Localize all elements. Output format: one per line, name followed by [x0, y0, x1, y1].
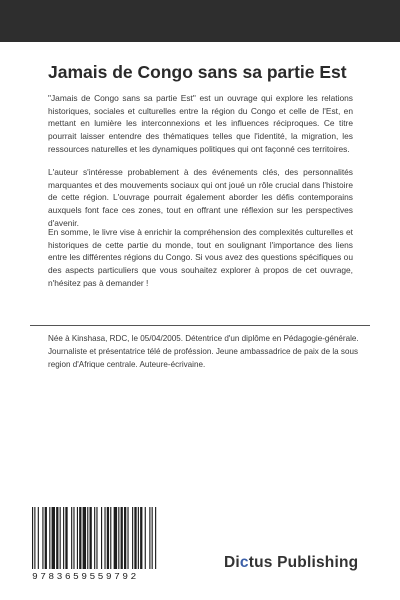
barcode-bar: [107, 507, 109, 569]
isbn-barcode: [30, 507, 180, 583]
barcode-bar: [96, 507, 97, 569]
barcode-bar: [63, 507, 64, 569]
book-title: Jamais de Congo sans sa partie Est: [48, 62, 347, 82]
publisher-logo-accent: c: [239, 554, 249, 571]
separator-line: [30, 325, 370, 326]
barcode-bar: [38, 507, 39, 569]
barcode-bar: [104, 507, 105, 569]
barcode-bar: [87, 507, 88, 569]
barcode-bar: [94, 507, 95, 569]
barcode-bar: [101, 507, 102, 569]
barcode-bar: [145, 507, 146, 569]
barcode-bar: [45, 507, 47, 569]
barcode-bar: [49, 507, 50, 569]
barcode-bar: [152, 507, 153, 569]
summary-paragraph-1: "Jamais de Congo sans sa partie Est" est un ouvrage qui explore les relations historiques, sociales et culturelles entre la région du Congo et celle de l'Est, en mettant en lumière les interconnexions et les influences réciproques. Ce titre pourrait laisser entendre des thématiques telles que l'identité, la migration, les ressources naturelles et les dynamiques politiques qui ont façonné ces territoires.: [48, 93, 353, 154]
publisher-logo: [224, 554, 358, 572]
barcode-bar: [149, 507, 150, 569]
barcode-bar: [110, 507, 111, 569]
barcode-bar: [90, 507, 92, 569]
barcode-bar: [83, 507, 86, 569]
barcode-bar: [138, 507, 139, 569]
barcode-bar: [134, 507, 136, 569]
barcode-bar: [34, 507, 35, 569]
barcode-bar: [121, 507, 123, 569]
barcode-bar: [114, 507, 117, 569]
barcode-bar: [73, 507, 74, 569]
publisher-name: Dictus Publishing: [224, 554, 359, 571]
author-bio: Née à Kinshasa, RDC, le 05/04/2005. Détentrice d'un diplôme en Pédagogie-générale. Journaliste et présentatrice télé de proféssion. Jeune ambassadrice de paix de la sous region d'Afrique centrale. Auteure-écrivaine.: [48, 334, 359, 369]
barcode-bars: [30, 507, 180, 571]
top-bar: [0, 0, 400, 42]
barcode-bar: [79, 507, 81, 569]
isbn-digits: 9783659559792: [32, 571, 139, 582]
barcode-bar: [155, 507, 156, 569]
barcode-bar: [124, 507, 126, 569]
barcode-bar: [52, 507, 55, 569]
barcode-bar: [127, 507, 128, 569]
barcode-bar: [65, 507, 67, 569]
barcode-bar: [60, 507, 61, 569]
summary-paragraph-2: L'auteur s'intéresse probablement à des événements clés, des personnalités marquantes et des mouvements sociaux qui ont joué un rôle crucial dans l'histoire de cette région. L'ouvrage pourrait également aborder les défis contemporains auxquels font face ces zones, tout en offrant une réflexion sur les perspectives d'avenir.: [48, 167, 353, 228]
barcode-bar: [71, 507, 72, 569]
summary-paragraph-3: En somme, le livre vise à enrichir la compréhension des complexités culturelles et historiques de cette partie du monde, tout en soulignant l'importance des liens entre les différentes régions du Congo. Si vous avez des questions spécifiques ou des aspects particuliers que vous souhaitez explorer à propos de cet ouvrage, n'hésitez pas à demander !: [48, 227, 353, 288]
barcode-bar: [132, 507, 133, 569]
barcode-bar: [77, 507, 78, 569]
barcode-bar: [32, 507, 33, 569]
barcode-bar: [140, 507, 142, 569]
barcode-bar: [56, 507, 58, 569]
barcode-bar: [118, 507, 119, 569]
barcode-bar: [42, 507, 43, 569]
